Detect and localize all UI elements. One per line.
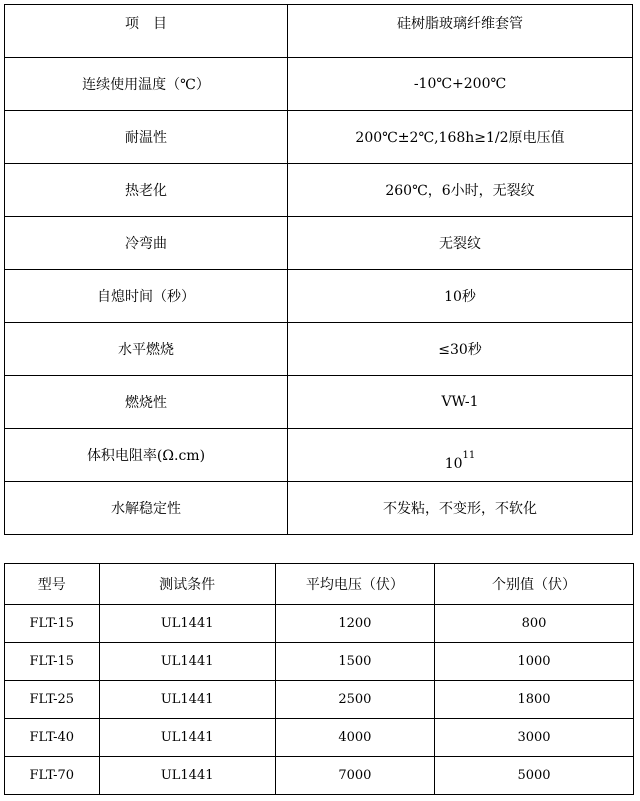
resistivity-exponent: 11 [462,450,476,461]
property-label: 热老化 [5,164,288,217]
model-cell: FLT-15 [5,643,100,681]
property-label: 燃烧性 [5,376,288,429]
condition-cell: UL1441 [99,681,275,719]
property-value: VW-1 [288,376,633,429]
table-row [5,681,634,719]
property-value: ≤30秒 [288,323,633,376]
table-row [5,323,633,376]
header-product: 硅树脂玻璃纤维套管 [288,5,633,58]
property-label: 自熄时间（秒） [5,270,288,323]
table-row [5,757,634,795]
header-model: 型号 [5,564,100,605]
table-row [5,376,633,429]
table-row [5,58,633,111]
property-label: 水平燃烧 [5,323,288,376]
condition-cell: UL1441 [99,643,275,681]
table-row [5,429,633,482]
average-voltage-cell: 1500 [275,643,434,681]
table-row [5,270,633,323]
property-label: 体积电阻率(Ω.cm) [5,429,288,482]
individual-value-cell: 1800 [434,681,633,719]
table-row [5,111,633,164]
table-row [5,164,633,217]
property-value: 260℃，6小时，无裂纹 [288,164,633,217]
header-average-voltage: 平均电压（伏） [275,564,434,605]
individual-value-cell: 3000 [434,719,633,757]
individual-value-cell: 800 [434,605,633,643]
condition-cell: UL1441 [99,605,275,643]
condition-cell: UL1441 [99,757,275,795]
model-cell: FLT-15 [5,605,100,643]
model-cell: FLT-25 [5,681,100,719]
header-item: 项 目 [5,5,288,58]
voltage-test-table [4,563,634,795]
property-value: 不发粘，不变形，不软化 [288,482,633,535]
table-row [5,482,633,535]
resistivity-value [444,450,476,472]
property-value [288,429,633,482]
property-label: 冷弯曲 [5,217,288,270]
individual-value-cell: 5000 [434,757,633,795]
property-label: 水解稳定性 [5,482,288,535]
model-cell: FLT-70 [5,757,100,795]
properties-table [4,4,633,535]
property-value: 10秒 [288,270,633,323]
properties-header-row [5,5,633,58]
property-label: 耐温性 [5,111,288,164]
table-row [5,719,634,757]
individual-value-cell: 1000 [434,643,633,681]
table-row [5,217,633,270]
resistivity-base: 10 [444,456,463,472]
average-voltage-cell: 2500 [275,681,434,719]
average-voltage-cell: 4000 [275,719,434,757]
model-cell: FLT-40 [5,719,100,757]
property-label: 连续使用温度（℃） [5,58,288,111]
average-voltage-cell: 7000 [275,757,434,795]
property-value: 无裂纹 [288,217,633,270]
table-row [5,643,634,681]
average-voltage-cell: 1200 [275,605,434,643]
property-value: 200℃±2℃,168h≥1/2原电压值 [288,111,633,164]
tests-header-row [5,564,634,605]
header-condition: 测试条件 [99,564,275,605]
condition-cell: UL1441 [99,719,275,757]
header-individual-value: 个别值（伏） [434,564,633,605]
property-value: -10℃+200℃ [288,58,633,111]
table-row [5,605,634,643]
